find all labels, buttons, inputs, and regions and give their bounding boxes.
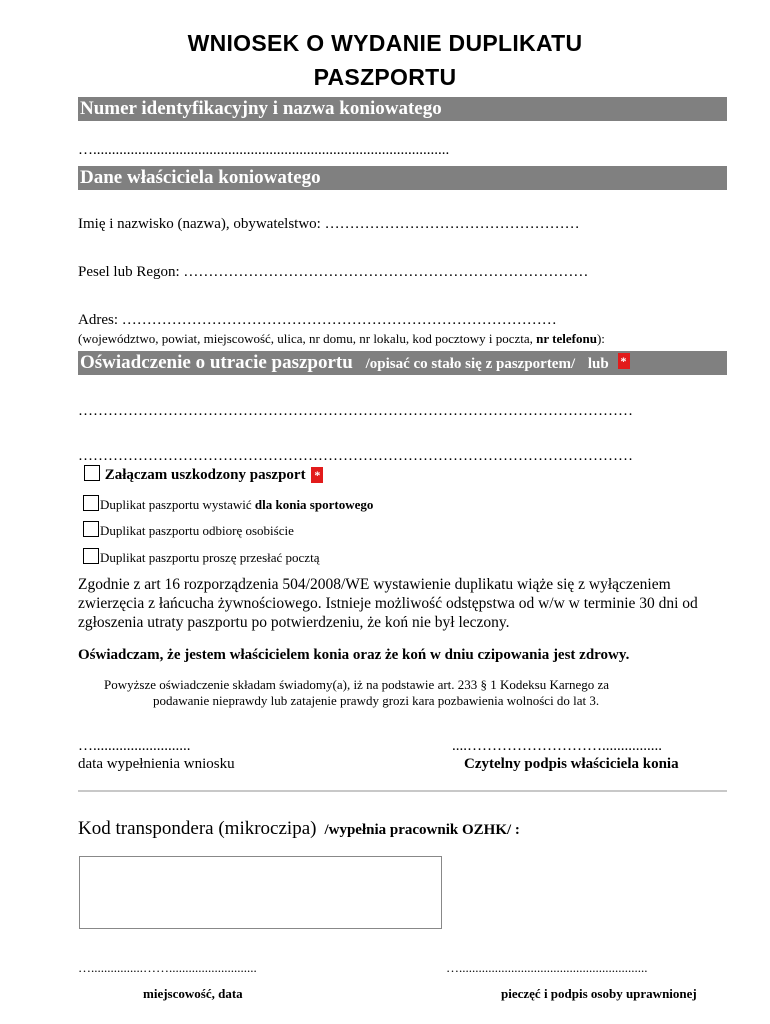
signature-field[interactable]: ....………………………................	[452, 738, 662, 754]
owner-name-label: Imię i nazwisko (nazwa), obywatelstwo:	[78, 216, 321, 232]
address-hint-text: (województwo, powiat, miejscowość, ulica, nr domu, nr lokalu, kod pocztowy i poczta,	[78, 331, 533, 346]
loss-heading-sub: /opisać co stało się z paszportem/	[365, 356, 576, 372]
form-title-line2: PASZPORTU	[313, 64, 457, 90]
legal-text: Zgodnie z art 16 rozporządzenia 504/2008/WE wystawienie duplikatu wiąże się z wyłączeniem zwierzęcia z łańcucha żywnościowego. Istnieje możliwość odstępstwa od w/w w terminie 30 dni od zgłoszenia utraty paszportu po potwierdzeniu, że koń nie był leczony.	[78, 576, 698, 631]
section-heading-id: Numer identyfikacyjny i nazwa koniowatego	[78, 97, 727, 121]
loss-heading-text: Oświadczenie o utracie paszportu	[80, 352, 353, 373]
form-title-line1: WNIOSEK O WYDANIE DUPLIKATU	[187, 30, 583, 56]
loss-description-line1[interactable]: …………………………………………………………………………………………………	[78, 403, 633, 419]
transponder-note: /wypełnia pracownik OZHK/ :	[324, 822, 520, 838]
place-date-label: miejscowość, data	[143, 986, 243, 1001]
section-heading-owner: Dane właściciela koniowatego	[78, 166, 727, 190]
date-label: data wypełnienia wniosku	[78, 756, 235, 772]
owner-declaration: Oświadczam, że jestem właścicielem konia oraz że koń w dniu czipowania jest zdrowy.	[78, 647, 630, 663]
address-label: Adres:	[78, 312, 118, 328]
loss-heading-or: lub	[587, 356, 609, 372]
mail-checkbox[interactable]	[83, 548, 99, 564]
pesel-row	[78, 264, 588, 281]
stamp-label: pieczęć i podpis osoby uprawnionej	[501, 986, 697, 1001]
option-mail-row	[83, 548, 319, 566]
id-number-field[interactable]: …...............................................................................................	[78, 142, 450, 158]
pesel-label: Pesel lub Regon:	[78, 264, 180, 280]
section-heading-loss	[78, 351, 727, 375]
place-date-field[interactable]: …................……...........................	[78, 960, 257, 975]
owner-name-row	[78, 216, 580, 233]
stamp-field[interactable]: …..........................................................	[446, 960, 648, 975]
address-field[interactable]: ……………………………………………………………………………	[121, 312, 557, 328]
damaged-passport-label: Załączam uszkodzony paszport	[104, 467, 306, 483]
sport-horse-checkbox[interactable]	[83, 495, 99, 511]
transponder-row	[78, 818, 520, 840]
address-hint-phone: nr telefonu	[536, 331, 597, 346]
personal-pickup-label: Duplikat paszportu odbiorę osobiście	[100, 523, 294, 538]
signature-label: Czytelny podpis właściciela konia	[464, 756, 679, 772]
required-asterisk: *	[618, 353, 630, 369]
owner-name-field[interactable]: ……………………………………………	[324, 216, 580, 232]
option-pickup-row	[83, 521, 294, 539]
mail-label: Duplikat paszportu proszę przesłać pocztą	[100, 550, 320, 565]
statement-line1: Powyższe oświadczenie składam świadomy(a), iż na podstawie art. 233 § 1 Kodeksu Karnego za	[104, 677, 610, 692]
transponder-code-box[interactable]	[79, 856, 442, 929]
date-field[interactable]: …..........................	[78, 738, 191, 754]
statement-line2: podawanie nieprawdy lub zatajenie prawdy grozi kara pozbawienia wolności do lat 3.	[153, 693, 600, 708]
damaged-passport-checkbox[interactable]	[84, 465, 100, 481]
personal-pickup-checkbox[interactable]	[83, 521, 99, 537]
divider	[78, 790, 727, 792]
option-damaged-row	[84, 465, 323, 484]
loss-description-line2[interactable]: …………………………………………………………………………………………………	[78, 448, 633, 464]
address-hint-end: ):	[596, 331, 605, 346]
option-sport-row	[83, 495, 373, 513]
sport-label-bold: dla konia sportowego	[254, 497, 374, 512]
address-row	[78, 312, 557, 329]
damaged-asterisk: *	[311, 467, 323, 483]
pesel-field[interactable]: ………………………………………………………………………	[183, 264, 589, 280]
transponder-label: Kod transpondera (mikroczipa)	[78, 818, 317, 839]
address-hint	[78, 331, 605, 347]
sport-label: Duplikat paszportu wystawić	[100, 497, 252, 512]
